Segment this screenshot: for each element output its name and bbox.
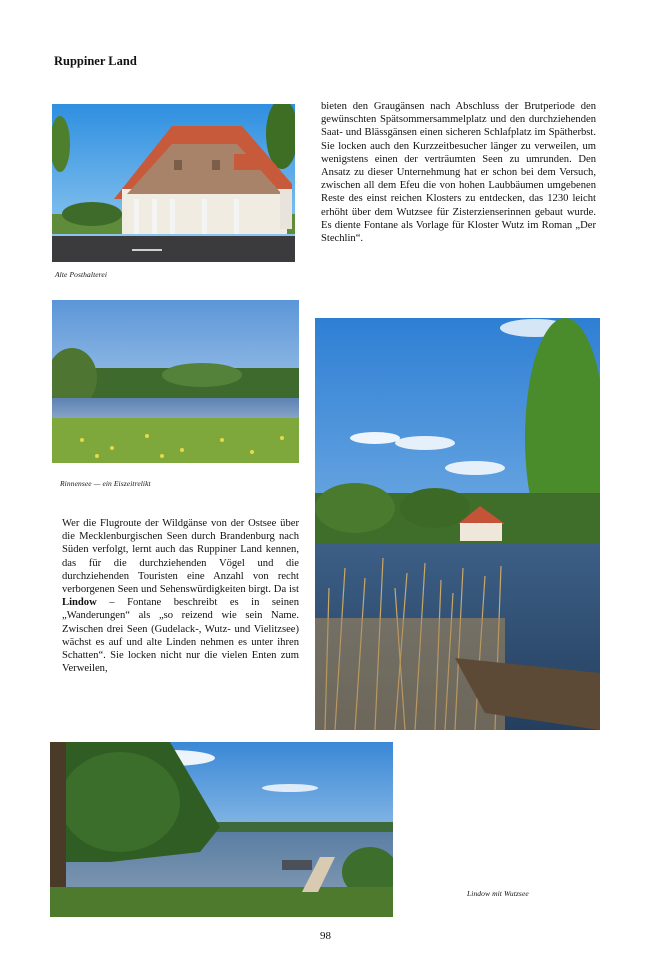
body-text-right-column bbox=[321, 100, 596, 245]
running-header: Ruppiner Land bbox=[54, 54, 137, 68]
paragraph-left-part1: Wer die Flugroute der Wildgänse von der Ostsee über die Mecklenburgischen Seen durch Brandenburg nach Süden verfolgt, lernt auch das Ruppiner Land kennen, das für die durchziehenden Vögel und die durchziehenden Touristen eine Anzahl von recht verborgenen Seen und Sehenswürdigkeiten birgt. Da ist bbox=[62, 518, 299, 596]
photo-rinnensee bbox=[52, 300, 299, 463]
photo-lindow-wutzsee bbox=[50, 742, 393, 917]
paragraph-right: bieten den Graugänsen nach Abschluss der Brutperiode den gewünschten Spätsommersammelplatz und den durchziehenden Saat- und Blässgänsen einen sicheren Schlafplatz im Spätherbst. Sie locken auch den Kurzzeitbesucher länger zu verweilen, um wenigstens einen der verträumten Seen zu umrunden. Den Ansatz zu dieser Unternehmung hat er schon bei dem Versuch, zwischen all dem Efeu die von hohen Laubbäumen umgebenen Reste des einst reichen Klosters zu entdecken, das 1230 leicht erhöht über dem Wutzsee für Zisterzienserinnen gebaut wurde. Es diente Fontane als Vorlage für Kloster Wutz im Roman „Der Stechlin“. bbox=[321, 101, 596, 245]
place-name-lindow: Lindow bbox=[62, 597, 97, 609]
caption-lindow-wutzsee: Lindow mit Wutzsee bbox=[467, 889, 529, 898]
paragraph-left bbox=[62, 517, 299, 675]
page-number: 98 bbox=[320, 930, 331, 942]
caption-alte-posthalterei: Alte Posthalterei bbox=[55, 270, 108, 279]
caption-rinnensee: Rinnensee — ein Eiszeitrelikt bbox=[60, 479, 151, 488]
photo-alte-posthalterei bbox=[52, 104, 295, 262]
body-text-left-column bbox=[62, 517, 299, 675]
photo-kloster-wutzsee bbox=[315, 318, 600, 730]
paragraph-left-part2: – Fontane beschreibt es in seinen „Wanderungen“ als „so reizend wie sein Name. Zwischen drei Seen (Gudelack-, Wutz- und Vielitzsee) wächst es auf und alte Linden nehmen es unter ihren Schatten“. Sie locken nicht nur die vielen Enten zum Verweilen, bbox=[62, 597, 299, 675]
